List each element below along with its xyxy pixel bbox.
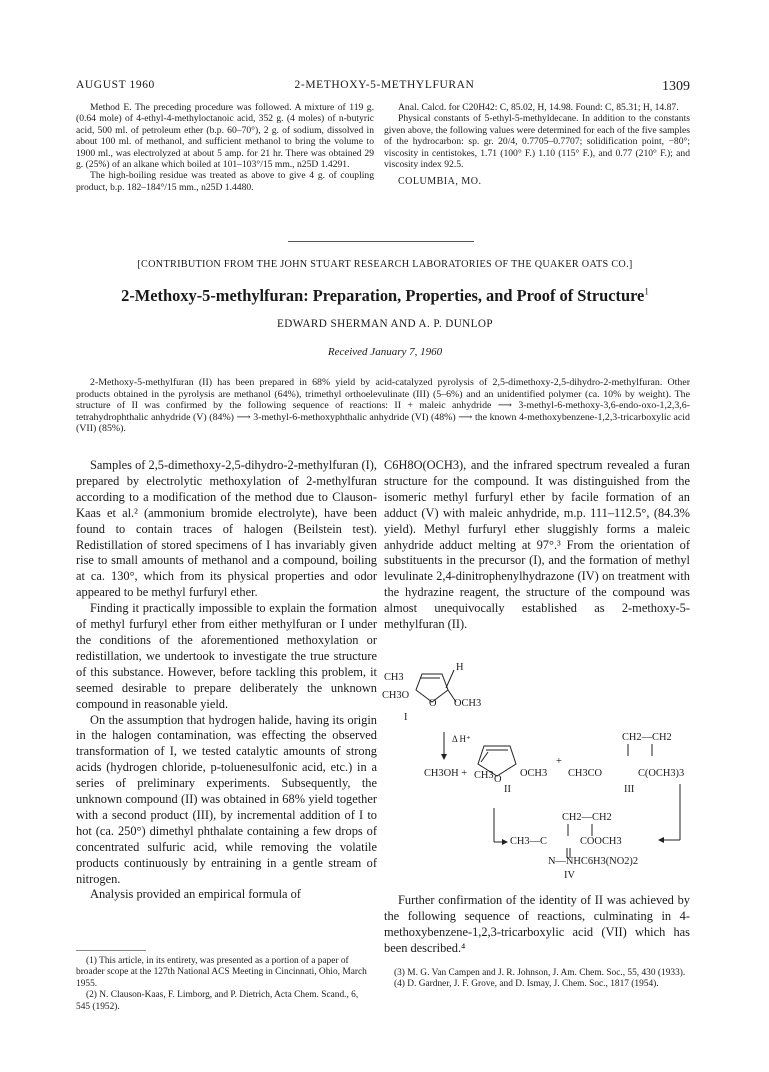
main-right-column-bottom bbox=[384, 893, 690, 957]
body-paragraph: On the assumption that hydrogen halide, having its origin in the halogen contamination, was effecting the observed transformation of I, we tested catalytic amounts of strong acids (hydrogen chloride, p-toluenesulfonic acid, etc.) in a series of preliminary experiments. Subsequently, the unknown compound (II) was obtained in 68% yield together with a second product (III), by incremental addition of I to hot (ca. 250°) dimethyl phthalate containing a few drops of concentrated sulfuric acid, while removing the volatile products continuously by entraining in a gentle stream of nitrogen. bbox=[76, 712, 377, 886]
scheme-ii-ch3: CH3 bbox=[474, 770, 494, 781]
scheme-iv-top: CH2—CH2 bbox=[562, 812, 612, 823]
footnote-3: (3) M. G. Van Campen and J. R. Johnson, J. Am. Chem. Soc., 55, 430 (1933). bbox=[394, 968, 686, 978]
residue-paragraph: The high-boiling residue was treated as above to give 4 g. of coupling product, b.p. 182–184°/15 mm., n25D 1.4480. bbox=[76, 170, 374, 193]
title-footnote-mark: 1 bbox=[644, 286, 649, 297]
footnotes-left bbox=[76, 956, 374, 1013]
body-paragraph: C6H8O(OCH3), and the infrared spectrum revealed a furan structure for the compound. It was distinguished from the isomeric methyl furfuryl ether by facile formation of an adduct (V) with maleic anhydride, m.p. 111–112.5°, (84.3% yield). Methyl furfuryl ether sluggishly forms a maleic anhydride adduct melting at 97°.³ From the orientation of substituents in the precursor (I), and the formation of methyl levulinate 2,4-dinitrophenylhydrazone (IV) on treatment with the hydrazine reagent, the structure of the compound was almost unequivocally established as 2-methoxy-5-methylfuran (II). bbox=[384, 458, 690, 632]
scheme-i-label: I bbox=[404, 712, 408, 723]
scheme-iii-top: CH2—CH2 bbox=[622, 732, 672, 743]
scheme-drawing bbox=[384, 660, 690, 860]
article-title bbox=[40, 286, 730, 306]
scheme-i-och3: OCH3 bbox=[454, 698, 482, 709]
abstract-text: 2-Methoxy-5-methylfuran (II) has been prepared in 68% yield by acid-catalyzed pyrolysis of 2,5-dimethoxy-2,5-dihydro-2-methylfuran. Other products obtained in the pyrolysis are methanol (64%), trimethyl orthoelevulinate (III) (5–6%) and an unidentified polymer (ca. 10% by weight). The structure of II was confirmed by the following sequence of reactions: II + maleic anhydride ⟶ 3-methyl-6-methoxy-3,6-endo-oxo-1,2,3,6-tetrahydrophthalic anhydride (V) (84%) ⟶ 3-methyl-6-methoxyphthalic anhydride (VI) (48%) ⟶ the known 4-methoxybenzene-1,2,3-tricarboxylic acid (VII) (85%). bbox=[76, 377, 690, 435]
article-divider bbox=[288, 241, 474, 242]
scheme-iv-ch3: CH3—C bbox=[510, 836, 547, 847]
scheme-iii-c: C(OCH3)3 bbox=[638, 768, 685, 779]
footnote-2: (2) N. Clauson-Kaas, F. Limborg, and P. Dietrich, Acta Chem. Scand., 6, 545 (1952). bbox=[76, 990, 359, 1012]
contribution-line: [CONTRIBUTION FROM THE JOHN STUART RESEARCH LABORATORIES OF THE QUAKER OATS CO.] bbox=[137, 259, 633, 270]
scheme-iv-n: N—NHC6H3(NO2)2 bbox=[548, 856, 639, 867]
reaction-scheme bbox=[382, 660, 690, 867]
prev-article-left bbox=[76, 102, 374, 193]
body-paragraph: Samples of 2,5-dimethoxy-2,5-dihydro-2-methylfuran (I), prepared by electrolytic methoxylation of 2-methylfuran according to a modification of the method due to Clauson-Kaas et al.² (ammonium bromide electrolyte), have been found to contain traces of halogen (Beilstein test). Redistillation of stored specimens of I has invariably given rise to small amounts of methanol and a compound, boiling at ca. 130°, which from its physical properties and odor appeared to be methyl furfuryl ether. bbox=[76, 458, 377, 600]
scheme-ii-label: II bbox=[504, 784, 511, 795]
scheme-iv-label: IV bbox=[564, 870, 575, 881]
footnote-1: (1) This article, in its entirety, was presented as a portion of a paper of broader scope at the 127th National ACS Meeting in Cincinnati, Ohio, March 1955. bbox=[76, 956, 367, 989]
analysis-paragraph: Anal. Calcd. for C20H42: C, 85.02, H, 14.98. Found: C, 85.31; H, 14.87. bbox=[398, 102, 679, 113]
method-e-paragraph: Method E. The preceding procedure was followed. A mixture of 119 g. (0.64 mole) of 4-ethyl-4-methyloctanoic acid, 352 g. (4 moles) of n-butyric acid, 500 ml. of petroleum ether (b.p. 60–70°), 2 g. of sodium, dissolved in about 100 ml. of methanol, and sufficient methanol to bring the volume to 1900 ml., was electrolyzed at about 5 amp. for 21 hr. There was obtained 29 g. (25%) of an alkane which boiled at 101–103°/15 mm., n25D 1.4291. bbox=[76, 102, 374, 171]
scheme-iii-label: III bbox=[624, 784, 635, 795]
page-number: 1309 bbox=[662, 79, 690, 94]
body-paragraph: Further confirmation of the identity of II was achieved by the following sequence of reactions, culminating in 4-methoxybenzene-1,2,3-tricarboxylic acid (VII) which has been described.⁴ bbox=[384, 893, 690, 955]
scheme-ii-o: O bbox=[494, 774, 502, 785]
scheme-methanol: CH3OH + bbox=[424, 768, 468, 779]
prev-article-right bbox=[384, 102, 690, 188]
footnote-4: (4) D. Gardner, J. F. Grove, and D. Ismay, J. Chem. Soc., 1817 (1954). bbox=[394, 979, 659, 990]
footnotes-right bbox=[384, 968, 690, 991]
running-header-date: AUGUST 1960 bbox=[76, 79, 155, 91]
scheme-i-o: O bbox=[429, 698, 437, 709]
scheme-condition: Δ H⁺ bbox=[452, 734, 471, 744]
physical-constants-paragraph: Physical constants of 5-ethyl-5-methyldecane. In addition to the constants given above, the following values were determined for each of the five samples of the hydrocarbon: sp. gr. 20/4, 0.7705–0.7707; solidification point, −80°; viscosity in centistokes, 1.71 (100° F.) 1.10 (115° F.), and 0.77 (210° F.); and viscosity index 92.5. bbox=[384, 113, 690, 171]
body-paragraph: Finding it practically impossible to explain the formation of methyl furfuryl ether from either methylfuran or I under the conditions of the aforementioned methoxylation or redistillation, we undertook to investigate the true structure of this substance. However, before tackling this problem, it seemed desirable to prepare deliberately the unknown compound in reasonable yield. bbox=[76, 601, 377, 711]
location-line: COLUMBIA, MO. bbox=[398, 176, 482, 188]
scheme-i-h: H bbox=[456, 662, 464, 673]
scheme-i-ch3o: CH3O bbox=[382, 690, 410, 701]
main-left-column bbox=[76, 458, 377, 903]
scheme-iv-cooch3: COOCH3 bbox=[580, 836, 622, 847]
scheme-plus: + bbox=[556, 756, 562, 767]
authors: EDWARD SHERMAN AND A. P. DUNLOP bbox=[277, 318, 493, 330]
received-date: Received January 7, 1960 bbox=[327, 346, 443, 358]
scheme-ii-och3: OCH3 bbox=[520, 768, 548, 779]
running-header-title: 2-METHOXY-5-METHYLFURAN bbox=[294, 79, 475, 91]
title-text: 2-Methoxy-5-methylfuran: Preparation, Properties, and Proof of Structure bbox=[121, 286, 645, 305]
body-paragraph: Analysis provided an empirical formula of bbox=[90, 887, 301, 902]
scheme-i-ch3: CH3 bbox=[384, 672, 404, 683]
abstract bbox=[76, 377, 690, 435]
footnote-rule bbox=[76, 950, 146, 951]
main-right-column-top bbox=[384, 458, 690, 633]
scheme-iii-ch3co: CH3CO bbox=[568, 768, 603, 779]
